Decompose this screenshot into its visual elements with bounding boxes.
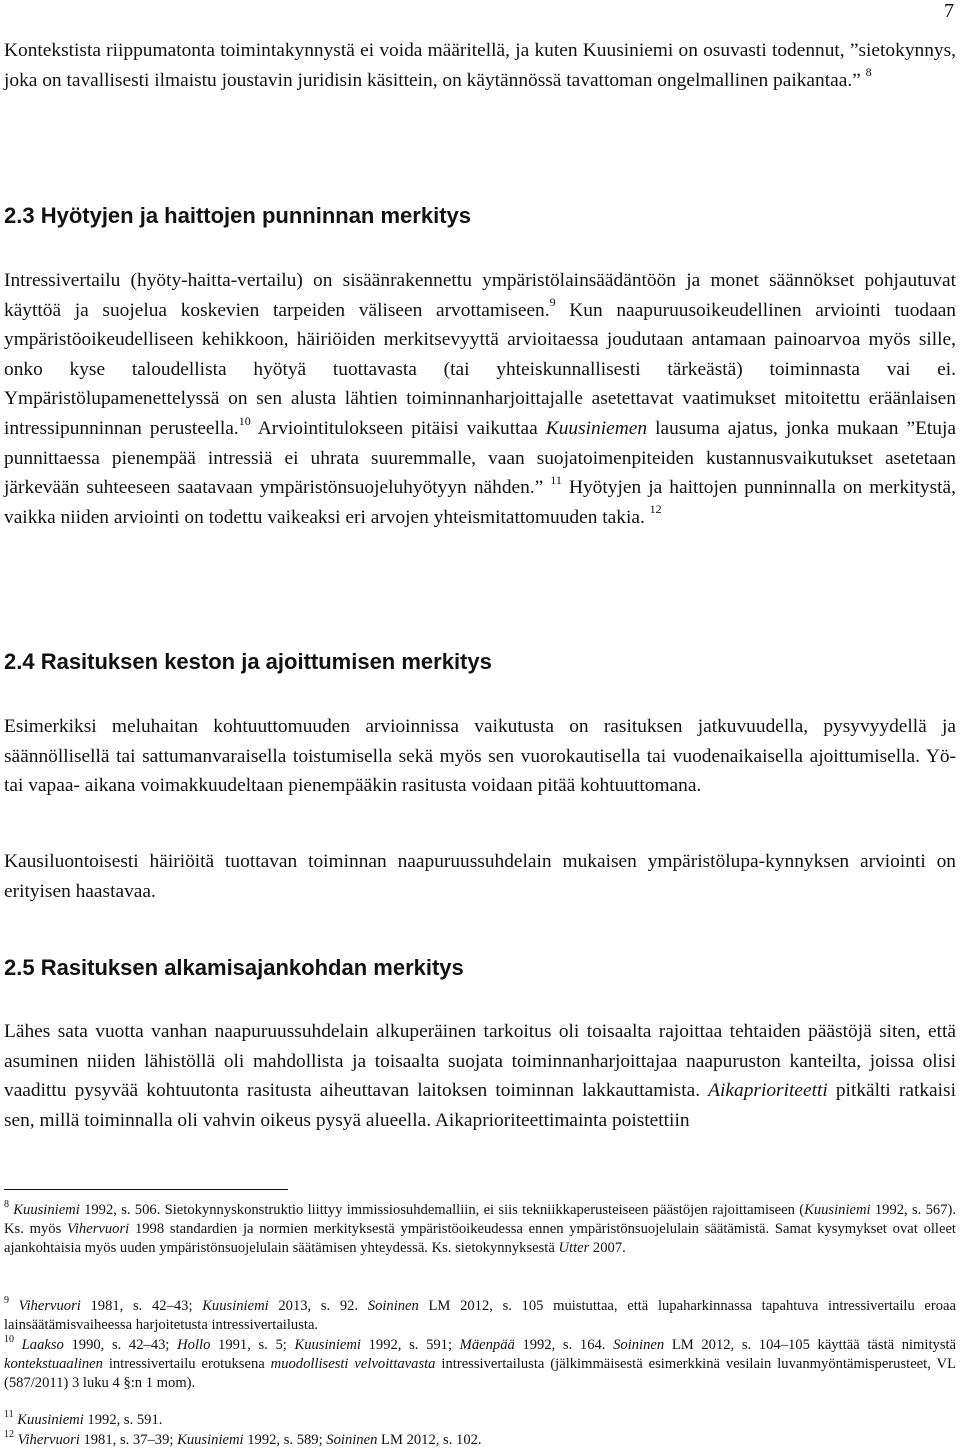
text-run: 1992, s. 589;: [243, 1432, 327, 1448]
italic-run: Kuusiniemi: [294, 1337, 361, 1353]
text-run: 1992, s. 164.: [514, 1337, 614, 1353]
italic-run: Kuusiniemi: [17, 1412, 84, 1428]
footnote-separator: [4, 1189, 288, 1190]
text-run: 1990, s. 42–43;: [63, 1337, 178, 1353]
text-run: Kontekstista riippumatonta toimintakynnystä ei voida määritellä, ja kuten Kuusiniemi on osuvasti todennut, ”sietokynnys, joka on tavallisesti ilmaistu joustavin juridisin käsittein, on käytännössä tavattoman ongelmallinen paikantaa.”: [4, 40, 956, 91]
footnote-marker: 12: [4, 1429, 14, 1441]
italic-run: Utter: [558, 1240, 590, 1257]
text-run: LM 2012, s. 102.: [377, 1432, 482, 1448]
italic-run: Soininen: [613, 1337, 665, 1353]
footnote-marker: 9: [549, 295, 556, 310]
text-run: 2007.: [589, 1240, 626, 1257]
footnote-11: [4, 1411, 956, 1430]
footnote-marker: 10: [238, 413, 251, 428]
italic-run: Aikaprioriteetti: [708, 1080, 828, 1102]
text-run: Intressivertailu (hyöty-haitta-vertailu) on sisäänrakennettu ympäristölainsäädäntöön ja monet säännökset pohjautuvat käyttöä ja suojelua koskevien tarpeiden väliseen arvottamiseen.: [4, 270, 956, 321]
text-run: intressivertailu erotuksena: [102, 1356, 271, 1373]
footnote-12: [4, 1431, 956, 1450]
text-run: lausuma ajatus, jonka mukaan ”Etuja punnittaessa pienempää intressiä ei uhrata suuremmalle, vaan suojatoimenpiteiden kustannusvaikutukset asetetaan järkevään suhteeseen saatavaan ympäristönsuojeluhyötyyn nähden.”: [4, 417, 956, 499]
text-run: LM 2012, s. 104–105 käyttää tästä nimitystä: [664, 1337, 957, 1353]
section-heading-2-5: 2.5 Rasituksen alkamisajankohdan merkitys: [4, 955, 464, 980]
footnote-marker: 9: [4, 1295, 9, 1307]
italic-run: Soininen: [367, 1298, 419, 1314]
text-run: pitkälti ratkaisi sen, millä toiminnalla oli vahvin oikeus pysyä alueella. Aikaprioriteettimainta poistettiin: [4, 1080, 956, 1131]
paragraph-duration: [4, 712, 956, 801]
text-run: [14, 1337, 22, 1353]
italic-run: Kuusiniemi: [804, 1202, 871, 1218]
paragraph-seasonal: [4, 847, 956, 906]
italic-run: Vihervuori: [67, 1221, 130, 1238]
text-run: Hyötyjen ja haittojen punninnalla on merkitystä, vaikka niiden arviointi on todettu vaikeaksi eri arvojen yhteismitattomuuden takia.: [4, 477, 956, 528]
italic-run: muodollisesti velvoittavasta: [270, 1356, 436, 1373]
italic-run: Laakso: [21, 1337, 64, 1353]
footnote-marker: 11: [4, 1409, 14, 1421]
italic-run: Hollo: [177, 1337, 211, 1353]
section-heading-2-4: 2.4 Rasituksen keston ja ajoittumisen merkitys: [4, 649, 492, 674]
italic-run: Kuusiniemen: [545, 417, 648, 439]
text-run: 1981, s. 37–39;: [79, 1432, 178, 1448]
italic-run: Vihervuori: [18, 1298, 81, 1314]
paragraph-intro: [4, 36, 956, 95]
text-run: Esimerkiksi meluhaitan kohtuuttomuuden arvioinnissa vaikutusta on rasituksen jatkuvuudella, pysyvyydellä ja säännöllisellä tai sattumanvaraisella toistumisella sekä myös sen vuorokautisella tai vuodenaikaisella ajoittumisella. Yö- tai vapaa- aikana voimakkuudeltaan pienempääkin rasitusta voidaan pitää kohtuuttomana.: [4, 716, 956, 797]
italic-run: Mäenpää: [459, 1337, 515, 1353]
footnote-marker: 12: [649, 502, 662, 517]
italic-run: Soininen: [326, 1432, 378, 1448]
footnote-9: [4, 1297, 956, 1335]
text-run: Arviointitulokseen pitäisi vaikuttaa: [250, 417, 546, 439]
text-run: 1992, s. 591;: [360, 1337, 460, 1353]
page-number: 7: [944, 0, 954, 22]
text-run: 1981, s. 42–43;: [80, 1298, 203, 1314]
text-run: 2013, s. 92.: [268, 1298, 368, 1314]
text-run: 1992, s. 591.: [83, 1412, 163, 1428]
italic-run: Kuusiniemi: [13, 1202, 80, 1218]
footnote-10: [4, 1336, 956, 1394]
text-run: 1992, s. 567). Ks. myös: [4, 1202, 957, 1238]
italic-run: kontekstuaalinen: [4, 1356, 103, 1373]
text-run: Kun naapuruusoikeudellinen arviointi tuodaan ympäristöoikeudelliseen kehikkoon, häiriöiden merkitsevyyttä arvioitaessa joudutaan antamaan painoarvoa myös sille, onko kyse taloudellista hyötyä tuottavasta (tai yhteiskunnallisesti tärkeästä) toiminnasta vai ei. Ympäristölupamenettelyssä on sen alusta lähtien toiminnanharjoittajalle asetettavat vaatimukset mitoitettu eräänlaisen intressipunninnan perusteella.: [4, 299, 956, 439]
italic-run: Kuusiniemi: [202, 1298, 269, 1314]
text-run: 1998 standardien ja normien merkityksestä ympäristöoikeudessa ennen ympäristönsuojelulain säätämistä. Samat kysymykset ovat olleet ajankohtaisia myös uuden ympäristönsuojelulain säätämisen yhteydessä. Ks. sietokynnyksestä: [4, 1221, 956, 1257]
footnote-8: [4, 1201, 956, 1259]
text-run: [9, 1298, 19, 1314]
text-run: Kausiluontoisesti häiriöitä tuottavan toiminnan naapuruussuhdelain mukaisen ympäristölupa-kynnyksen arviointi on erityisen haastavaa.: [4, 851, 956, 902]
footnote-marker: 8: [4, 1199, 9, 1211]
text-run: 1992, s. 506. Sietokynnyskonstruktio liittyy immissiosuhdemalliin, ei siis tekniikkaperusteiseen päästöjen rajoittamiseen (: [79, 1202, 805, 1218]
paragraph-weighing: [4, 266, 956, 532]
text-run: intressivertailusta (jälkimmäisestä esimerkkinä vesilain luvanmyöntämisperusteet, VL (587/2011) 3 luku 4 §:n 1 mom).: [4, 1356, 956, 1392]
italic-run: Vihervuori: [17, 1432, 80, 1448]
footnote-marker: 8: [865, 65, 872, 80]
text-run: Lähes sata vuotta vanhan naapuruussuhdelain alkuperäinen tarkoitus oli toisaalta rajoittaa tehtaiden päästöjä siten, että asuminen niiden lähistöllä oli mahdollista ja toisaalta suojata toiminnanharjoittajaa naapuruston kanteilta, joissa olisi vaadittu pysyvää kohtuutonta rasitusta aiheuttavan laitoksen toiminnan lakkauttamista.: [4, 1021, 956, 1102]
text-run: LM 2012, s. 105 muistuttaa, että lupaharkinnassa tapahtuva intressivertailu eroaa lainsäätämisvaiheessa harjoitetusta intressivertailusta.: [4, 1298, 957, 1334]
section-heading-2-3: 2.3 Hyötyjen ja haittojen punninnan merkitys: [4, 203, 471, 228]
paragraph-time-priority: [4, 1017, 956, 1135]
italic-run: Kuusiniemi: [177, 1432, 244, 1448]
footnote-marker: 11: [550, 472, 562, 487]
text-run: 1991, s. 5;: [210, 1337, 295, 1353]
footnote-marker: 10: [4, 1334, 14, 1346]
